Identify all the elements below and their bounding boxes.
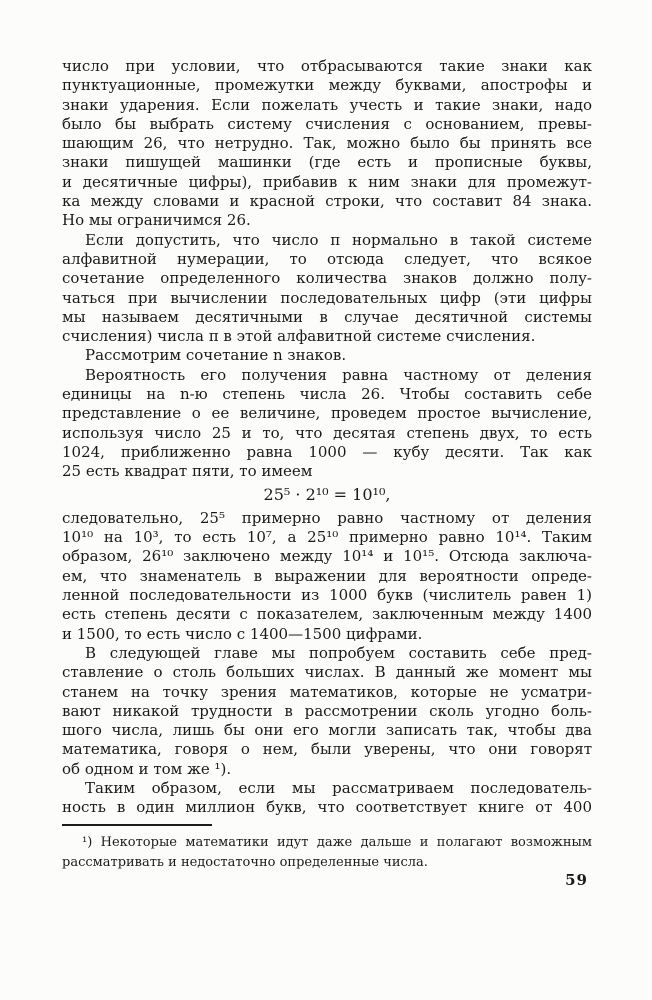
text-line: мы называем десятичными в случае десятичной системы xyxy=(62,307,592,326)
text-line: 25 есть квадрат пяти, то имеем xyxy=(62,462,313,481)
formula xyxy=(62,482,592,509)
text-line: число при условии, что отбрасываются такие знаки как xyxy=(62,57,592,75)
text-line: образом, 26¹⁰ заключено между 10¹⁴ и 10¹⁵. Отсюда заключа- xyxy=(62,547,592,566)
page-number: 59 xyxy=(565,871,588,889)
text-line: математика, говоря о нем, были уверены, что они говорят xyxy=(62,740,592,759)
text-line: В следующей главе мы попробуем составить себе пред- xyxy=(85,643,592,662)
text-line: сочетание определенного количества знаков должно полу- xyxy=(62,269,592,288)
text-line: используя число 25 и то, что десятая степень двух, то есть xyxy=(62,423,592,442)
text-line: ка между словами и красной строки, что составит 84 знака. xyxy=(62,192,592,211)
paragraph xyxy=(62,779,592,818)
text-line: знаки ударения. Если пожелать учесть и такие знаки, надо xyxy=(62,95,592,114)
text-line: станем на точку зрения математиков, которые не усматри- xyxy=(62,682,592,701)
paragraph xyxy=(62,57,592,231)
text-line: счисления) числа π в этой алфавитной системе счисления. xyxy=(62,327,536,346)
text-line: следовательно, 25⁵ примерно равно частному от деления xyxy=(62,508,592,527)
text-line: ставление о столь больших числах. В данный же момент мы xyxy=(62,663,592,682)
footnote xyxy=(62,833,592,872)
text-line: есть степень десяти с показателем, заключенным между 1400 xyxy=(62,605,592,624)
text-line: Вероятность его получения равна частному от деления xyxy=(85,365,592,384)
text-line: ленной последовательности из 1000 букв (числитель равен 1) xyxy=(62,586,592,605)
text-line: Таким образом, если мы рассматриваем последователь- xyxy=(85,778,592,797)
text-line: ¹) Некоторые математики идут даже дальше и полагают возможным xyxy=(82,835,592,850)
text-block xyxy=(62,57,592,818)
paragraph xyxy=(62,231,592,347)
text-line: 10¹⁰ на 10³, то есть 10⁷, а 25¹⁰ примерно равно 10¹⁴. Таким xyxy=(62,528,592,547)
footnote-separator xyxy=(62,824,212,826)
text-line: пунктуационные, промежутки между буквами, апострофы и xyxy=(62,76,592,95)
text-line: и десятичные цифры), прибавив к ним знаки для промежут- xyxy=(62,172,592,191)
paragraph xyxy=(62,644,592,779)
text-line: шающим 26, что нетрудно. Так, можно было бы принять все xyxy=(62,134,592,153)
paragraph xyxy=(62,833,592,872)
text-line: 1024, приближенно равна 1000 — кубу десяти. Так как xyxy=(62,442,592,461)
text-line: рассматривать и недостаточно определенные числа. xyxy=(62,854,428,870)
text-line: было бы выбрать систему счисления с основанием, превы- xyxy=(62,114,592,133)
text-line: шого числа, лишь бы они его могли записать так, чтобы два xyxy=(62,721,592,740)
text-line: Но мы ограничимся 26. xyxy=(62,211,251,230)
text-line: Рассмотрим сочетание n знаков. xyxy=(85,346,347,365)
text-line: 25⁵ · 2¹⁰ = 10¹⁰, xyxy=(263,484,391,504)
paragraph xyxy=(62,366,592,482)
text-line: чаться при вычислении последовательных цифр (эти цифры xyxy=(62,288,592,307)
text-line: Если допустить, что число π нормально в такой системе xyxy=(85,230,592,249)
paragraph xyxy=(62,346,592,365)
text-line: алфавитной нумерации, то отсюда следует, что всякое xyxy=(62,249,592,268)
text-line: знаки пишущей машинки (где есть и прописные буквы, xyxy=(62,153,592,172)
text-line: об одном и том же ¹). xyxy=(62,759,232,778)
paragraph xyxy=(62,509,592,644)
text-line: единицы на n-ю степень числа 26. Чтобы составить себе xyxy=(62,385,592,404)
text-line: представление о ее величине, проведем простое вычисление, xyxy=(62,404,592,423)
text-line: ность в один миллион букв, что соответствует книге от 400 xyxy=(62,798,592,817)
text-line: вают никакой трудности в рассмотрении сколь угодно боль- xyxy=(62,701,592,720)
text-line: ем, что знаменатель в выражении для вероятности опреде- xyxy=(62,566,592,585)
text-line: и 1500, то есть число с 1400—1500 цифрами. xyxy=(62,624,423,643)
